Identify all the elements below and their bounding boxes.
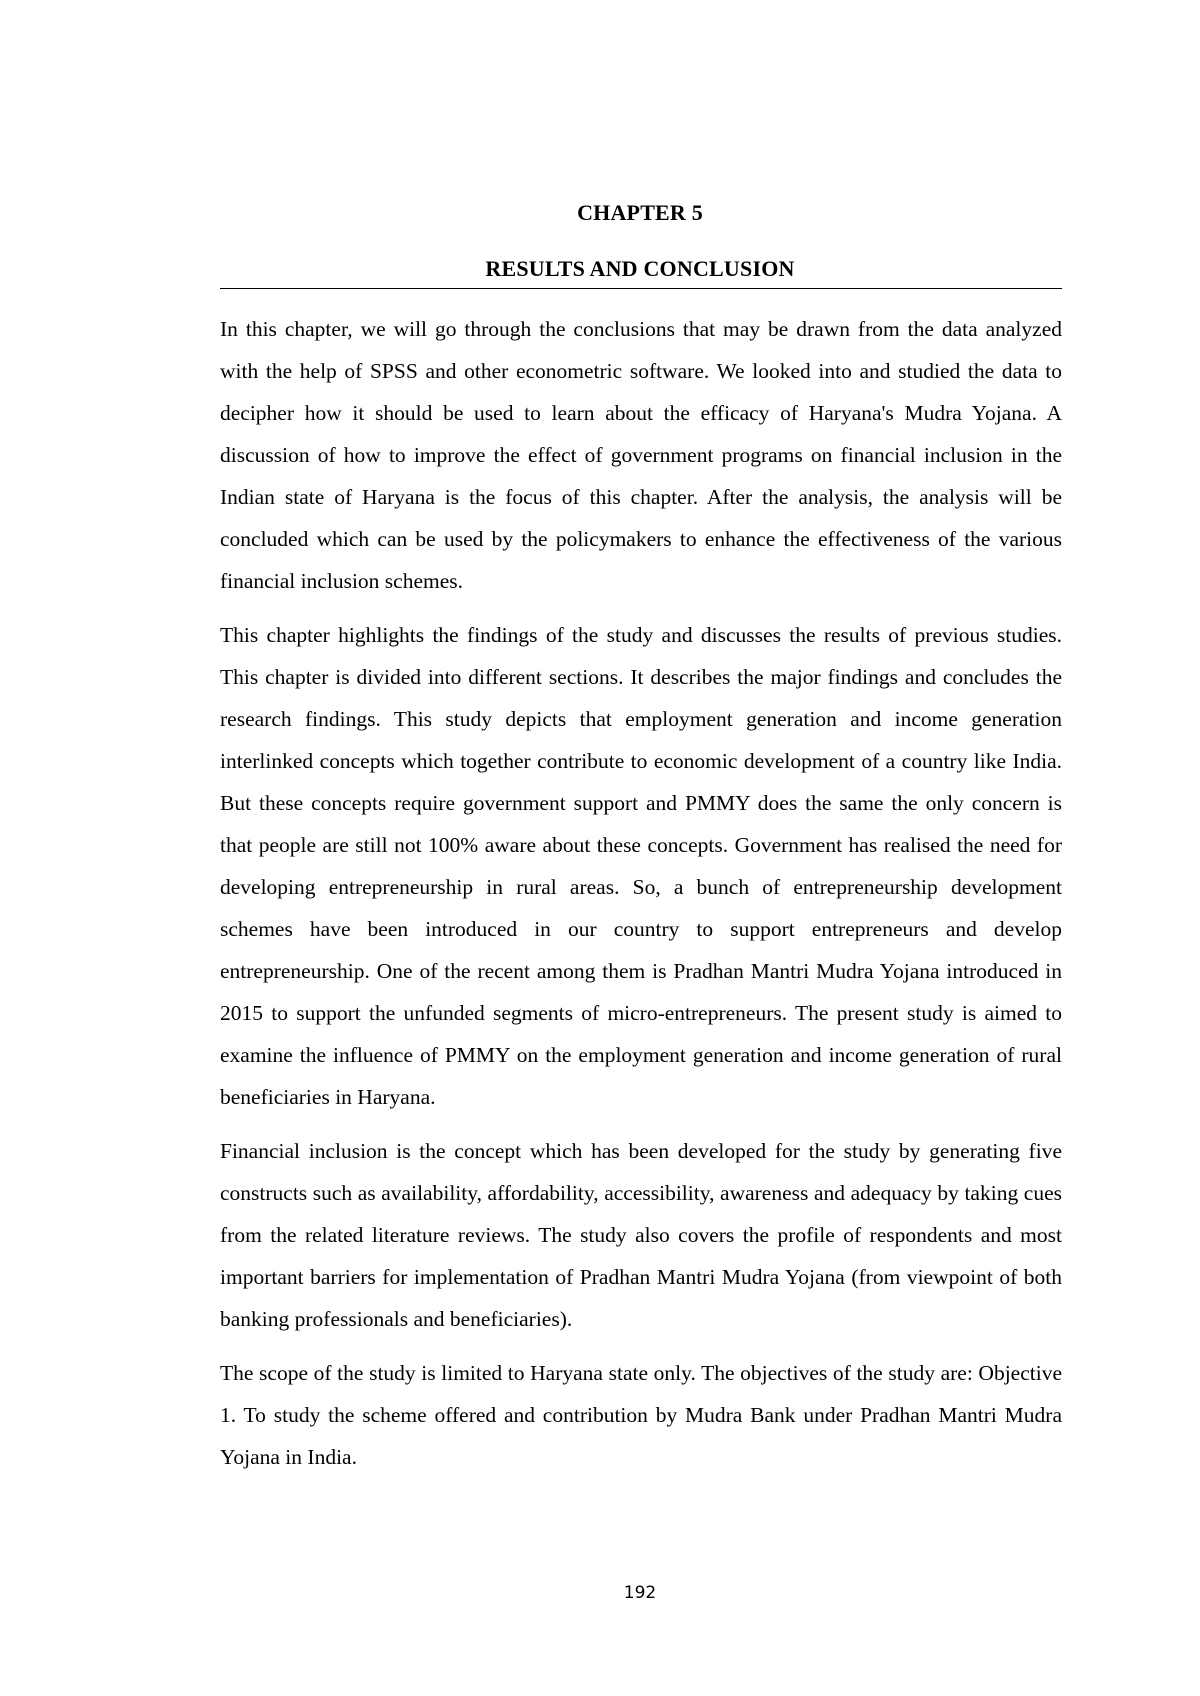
paragraph-findings: This chapter highlights the findings of the study and discusses the results of previous studies. This chapter is divided into different sections. It describes the major findings and concludes the research findings. This study depicts that employment generation and income generation interlinked concepts which together contribute to economic development of a country like India. But these concepts require government support and PMMY does the same the only concern is that people are still not 100% aware about these concepts. Government has realised the need for developing entrepreneurship in rural areas. So, a bunch of entrepreneurship development schemes have been introduced in our country to support entrepreneurs and develop entrepreneurship. One of the recent among them is Pradhan Mantri Mudra Yojana introduced in 2015 to support the unfunded segments of micro-entrepreneurs. The present study is aimed to examine the influence of PMMY on the employment generation and income generation of rural beneficiaries in Haryana. [220,623,1062,1109]
page-number: 192 [623,1583,657,1603]
paragraph-financial-inclusion: Financial inclusion is the concept which has been developed for the study by generating five constructs such as availability, affordability, accessibility, awareness and adequacy by taking cues from the related literature reviews. The study also covers the profile of respondents and most important barriers for implementation of Pradhan Mantri Mudra Yojana (from viewpoint of both banking professionals and beneficiaries). [220,1139,1062,1331]
chapter-body [220,308,1062,1490]
title-underline-divider [220,288,1062,289]
paragraph-scope-objectives: The scope of the study is limited to Haryana state only. The objectives of the study are: Objective 1. To study the scheme offered and contribution by Mudra Bank under Pradhan Mantri Mudra Yojana in India. [220,1361,1062,1469]
chapter-title: RESULTS AND CONCLUSION [485,256,795,281]
chapter-number: CHAPTER 5 [577,200,703,225]
paragraph-introduction: In this chapter, we will go through the conclusions that may be drawn from the data analyzed with the help of SPSS and other econometric software. We looked into and studied the data to decipher how it should be used to learn about the efficacy of Haryana's Mudra Yojana. A discussion of how to improve the effect of government programs on financial inclusion in the Indian state of Haryana is the focus of this chapter. After the analysis, the analysis will be concluded which can be used by the policymakers to enhance the effectiveness of the various financial inclusion schemes. [220,317,1062,593]
